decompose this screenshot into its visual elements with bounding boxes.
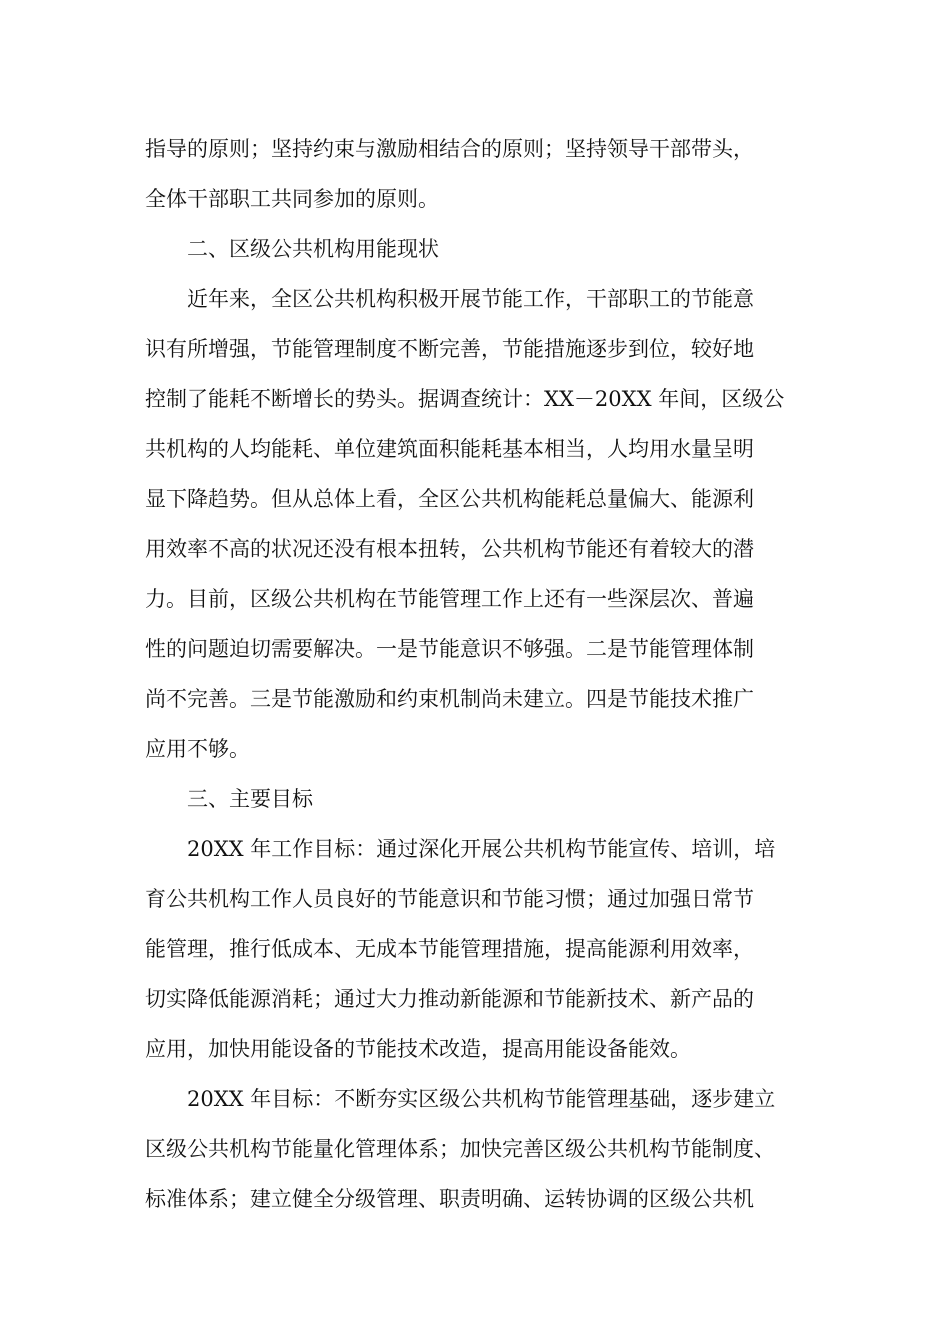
text-line: 显下降趋势。但从总体上看，全区公共机构能耗总量偏大、能源利: [145, 487, 754, 511]
text-line: 指导的原则；坚持约束与激励相结合的原则；坚持领导干部带头，: [145, 137, 754, 161]
text-line: 用效率不高的状况还没有根本扭转，公共机构节能还有着较大的潜: [145, 537, 754, 561]
text-line: 应用不够。: [145, 737, 250, 761]
text-line: 20XX 年目标：不断夯实区级公共机构节能管理基础，逐步建立: [145, 1087, 776, 1111]
text-line: 识有所增强，节能管理制度不断完善，节能措施逐步到位，较好地: [145, 337, 754, 361]
text-line: 尚不完善。三是节能激励和约束机制尚未建立。四是节能技术推广: [145, 687, 754, 711]
text-line: 应用，加快用能设备的节能技术改造，提高用能设备能效。: [145, 1037, 691, 1061]
text-line: 控制了能耗不断增长的势头。据调查统计：XX－20XX 年间，区级公: [145, 387, 785, 411]
text-line: 近年来，全区公共机构积极开展节能工作，干部职工的节能意: [145, 287, 754, 311]
text-line: 区级公共机构节能量化管理体系；加快完善区级公共机构节能制度、: [145, 1137, 775, 1161]
text-line: 全体干部职工共同参加的原则。: [145, 187, 439, 211]
section-heading: 三、主要目标: [145, 787, 313, 811]
section-heading: 二、区级公共机构用能现状: [145, 237, 439, 261]
text-line: 切实降低能源消耗；通过大力推动新能源和节能新技术、新产品的: [145, 987, 754, 1011]
text-line: 能管理，推行低成本、无成本节能管理措施，提高能源利用效率，: [145, 937, 754, 961]
text-line: 力。目前，区级公共机构在节能管理工作上还有一些深层次、普遍: [145, 587, 754, 611]
text-line: 性的问题迫切需要解决。一是节能意识不够强。二是节能管理体制: [145, 637, 754, 661]
text-line: 共机构的人均能耗、单位建筑面积能耗基本相当，人均用水量呈明: [145, 437, 754, 461]
text-line: 20XX 年工作目标：通过深化开展公共机构节能宣传、培训，培: [145, 837, 776, 861]
text-line: 育公共机构工作人员良好的节能意识和节能习惯；通过加强日常节: [145, 887, 754, 911]
text-line: 标准体系；建立健全分级管理、职责明确、运转协调的区级公共机: [145, 1187, 754, 1211]
